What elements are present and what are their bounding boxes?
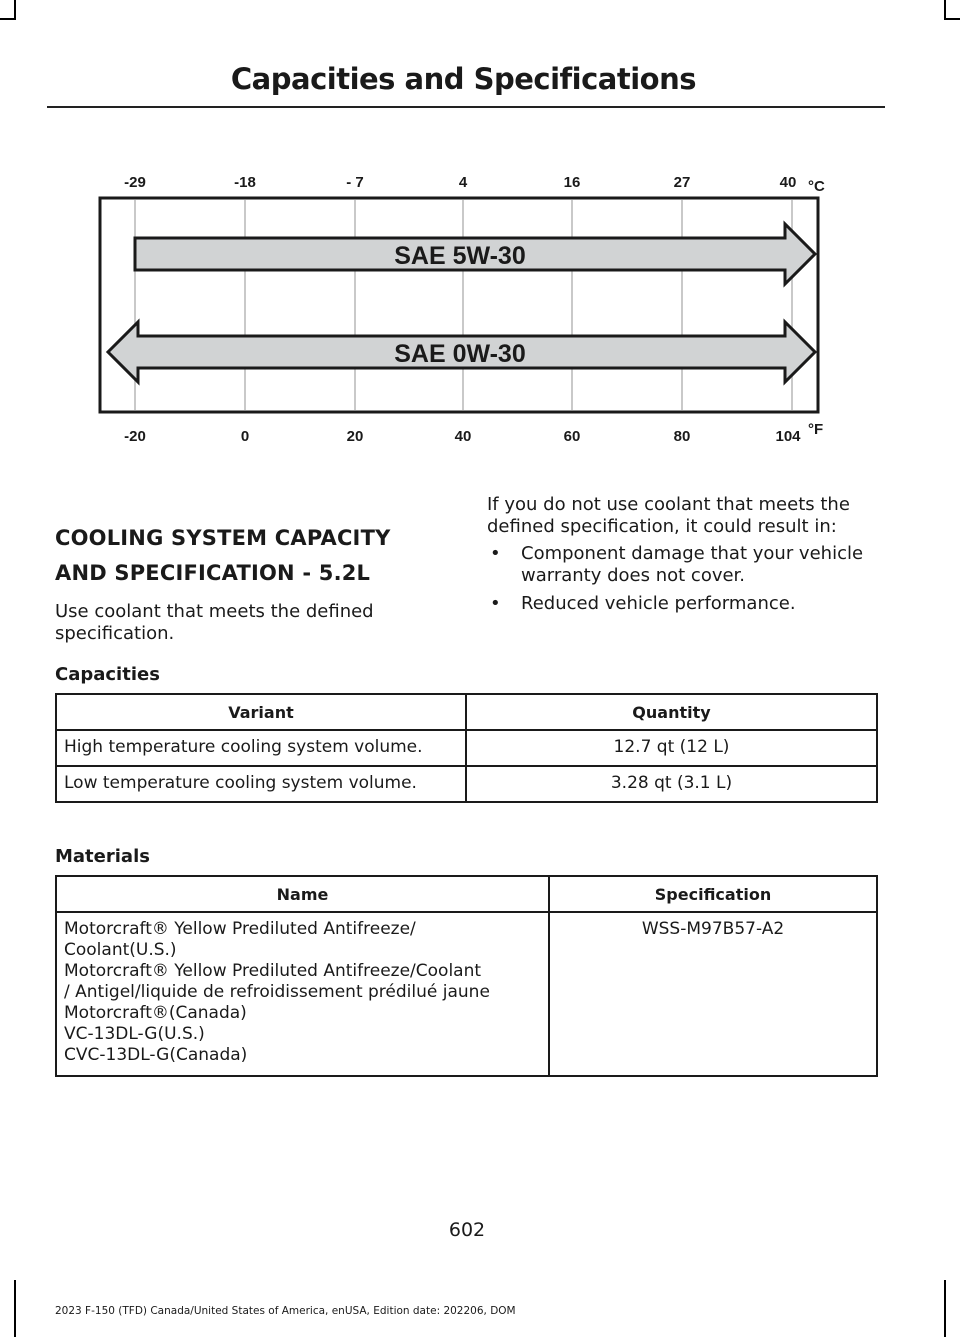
- celsius-tick-label: 16: [563, 174, 581, 191]
- material-name-line: VC-13DL-G(U.S.): [64, 1024, 205, 1044]
- capacities-title: Capacities: [55, 664, 160, 685]
- table-cell: WSS-M97B57-A2: [549, 912, 877, 1076]
- table-cell: [56, 912, 549, 1076]
- material-name-line: CVC-13DL-G(Canada): [64, 1045, 248, 1065]
- list-item: • Component damage that your vehicle warranty does not cover.: [487, 543, 887, 587]
- fahrenheit-tick-label: 104: [775, 428, 801, 445]
- celsius-tick-label: 40: [779, 174, 797, 191]
- material-name-line: / Antigel/liquide de refroidissement prédilué jaune: [64, 982, 490, 1002]
- series-label: SAE 0W-30: [394, 340, 526, 368]
- intro-text: Use coolant that meets the defined specification.: [55, 601, 374, 644]
- crop-mark: [14, 1280, 16, 1337]
- column-header: Variant: [56, 694, 466, 730]
- oil-viscosity-chart-svg: [90, 160, 850, 460]
- table-row: [56, 730, 877, 766]
- celsius-tick-label: 27: [673, 174, 691, 191]
- table-row: [56, 912, 877, 1076]
- crop-mark: [944, 1280, 946, 1337]
- fahrenheit-tick-label: 0: [240, 428, 250, 445]
- fahrenheit-tick-label: 20: [346, 428, 364, 445]
- column-header: Name: [56, 876, 549, 912]
- page-title: Capacities and Specifications: [230, 62, 696, 96]
- capacities-table: [55, 693, 878, 803]
- material-name-line: Motorcraft® Yellow Prediluted Antifreeze/: [64, 919, 416, 939]
- table-header-row: [56, 694, 877, 730]
- materials-table: [55, 875, 878, 1077]
- celsius-tick-label: -29: [124, 174, 146, 191]
- fahrenheit-tick-label: 40: [454, 428, 472, 445]
- page-number: 602: [448, 1219, 486, 1241]
- section-heading: [55, 521, 455, 591]
- chart-frame: [100, 198, 818, 412]
- table-header-row: [56, 876, 877, 912]
- celsius-tick-label: - 7: [346, 174, 364, 191]
- celsius-unit-label: °C: [808, 178, 825, 195]
- footer-text: 2023 F-150 (TFD) Canada/United States of America, enUSA, Edition date: 202206, DOM: [55, 1305, 516, 1317]
- celsius-tick-label: -18: [234, 174, 256, 191]
- warning-intro: If you do not use coolant that meets the defined specification, it could result in:: [487, 494, 850, 537]
- section-heading-line: AND SPECIFICATION - 5.2L: [55, 561, 371, 585]
- fahrenheit-tick-label: -20: [124, 428, 146, 445]
- fahrenheit-tick-label: 60: [563, 428, 581, 445]
- crop-mark: [944, 0, 946, 20]
- crop-mark: [0, 18, 16, 20]
- table-cell: Low temperature cooling system volume.: [56, 766, 466, 802]
- crop-mark: [944, 18, 960, 20]
- consequence-list: [487, 543, 887, 621]
- celsius-tick-label: 4: [458, 174, 468, 191]
- column-header: Specification: [549, 876, 877, 912]
- crop-mark: [14, 0, 16, 20]
- column-header: Quantity: [466, 694, 877, 730]
- material-name-line: Coolant(U.S.): [64, 940, 177, 960]
- material-name-line: Motorcraft®(Canada): [64, 1003, 247, 1023]
- oil-viscosity-chart: [90, 160, 850, 460]
- list-item: • Reduced vehicle performance.: [487, 593, 887, 615]
- table-row: [56, 766, 877, 802]
- material-name-line: Motorcraft® Yellow Prediluted Antifreeze/Coolant: [64, 961, 482, 981]
- series-label: SAE 5W-30: [394, 242, 526, 270]
- fahrenheit-tick-label: 80: [673, 428, 691, 445]
- table-cell: 12.7 qt (12 L): [466, 730, 877, 766]
- fahrenheit-unit-label: °F: [808, 421, 824, 438]
- table-cell: 3.28 qt (3.1 L): [466, 766, 877, 802]
- table-cell: High temperature cooling system volume.: [56, 730, 466, 766]
- section-heading-line: COOLING SYSTEM CAPACITY: [55, 526, 391, 550]
- header-rule: [47, 106, 885, 108]
- materials-title: Materials: [55, 846, 150, 867]
